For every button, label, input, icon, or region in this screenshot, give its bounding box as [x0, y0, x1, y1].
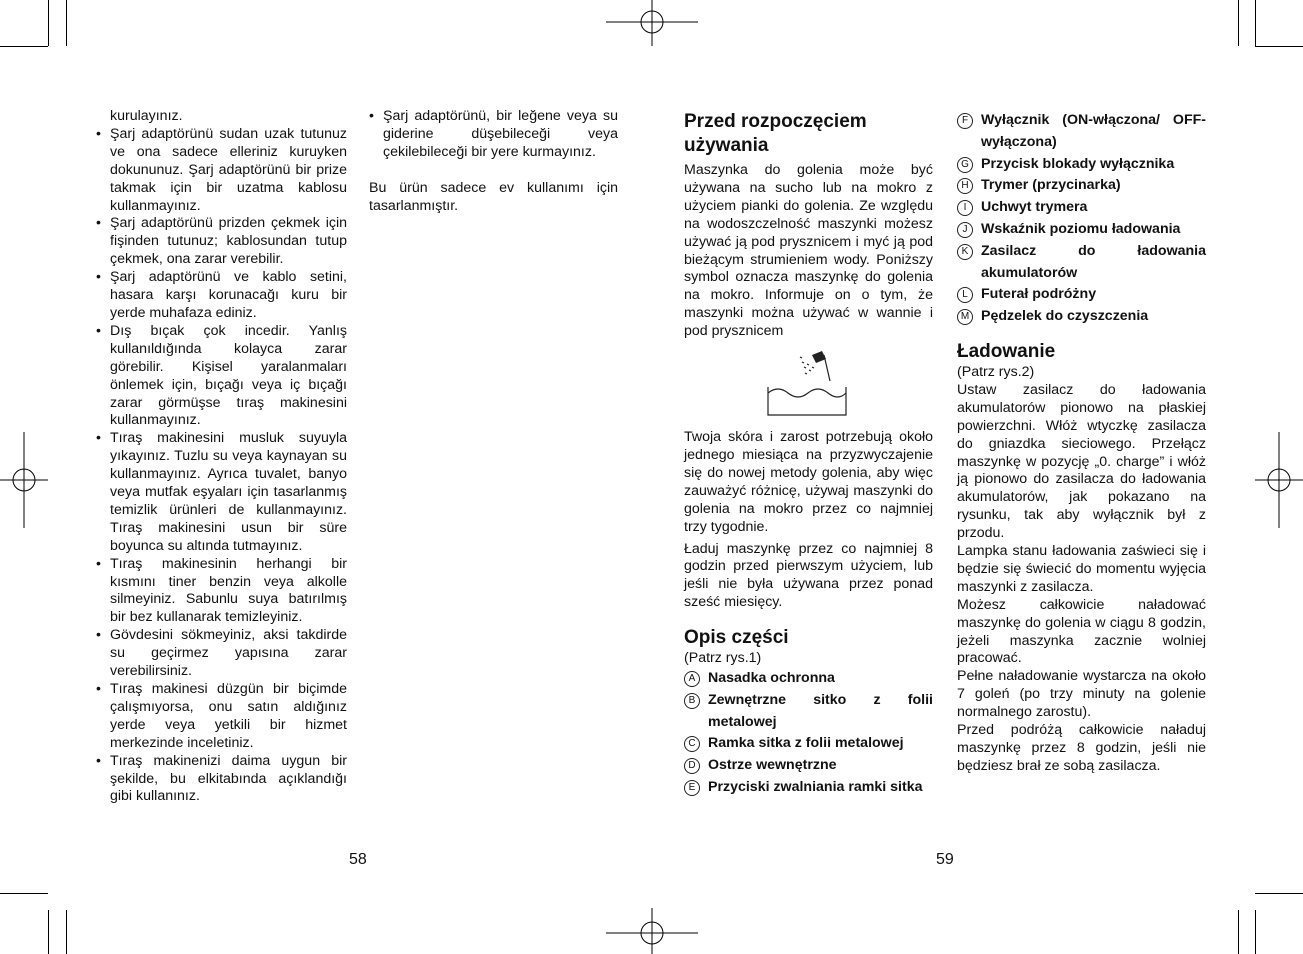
parts-list-item [957, 219, 1206, 241]
list-item: • Tıraş makinenizi daima uygun bir şekilde, bu elkitabında açıklandığı gibi kullanınız. [96, 753, 347, 807]
part-label: Przycisk blokady wyłącznika [981, 155, 1175, 172]
part-label: Uchwyt trymera [981, 199, 1088, 216]
section-heading: Opis części [684, 627, 789, 649]
parts-list-item [957, 175, 1206, 197]
crop-mark [1255, 0, 1256, 46]
circled-letter: C [684, 736, 700, 752]
column-4 [957, 110, 1206, 776]
part-label: Wskaźnik poziomu ładowania [981, 220, 1181, 237]
parts-list-item [957, 197, 1206, 219]
circled-letter: J [957, 222, 973, 238]
paragraph: Lampka stanu ładowania zaświeci się i będzie się świecić do momentu wyjęcia maszynki z zasilacza. [957, 543, 1206, 595]
part-label: Nasadka ochronna [708, 670, 835, 687]
circled-letter: F [957, 113, 973, 129]
list-item: • Tıraş makinesini musluk suyuyla yıkayınız. Tuzlu su veya kaynayan su kullanmayınız. Ayrıca tuvalet, banyo veya mutfak eşyaları için tasarlanmış temizlik ürünleri de kullanmayınız. Tıraş makinesini usun bir süre boyunca su altında tutmayınız. [96, 430, 347, 555]
circled-letter: E [684, 780, 700, 796]
registration-mark-right [1255, 432, 1303, 528]
figure-reference: (Patrz rys.2) [957, 363, 1035, 380]
paragraph: Przed podróżą całkowicie naładuj maszynkę przez 8 godzin, jeśli nie będziesz brał ze sobą zasilacza. [957, 722, 1206, 774]
circled-letter: B [684, 693, 700, 709]
shower-icon [764, 351, 850, 419]
section-heading: Ładowanie [957, 340, 1056, 362]
parts-list [684, 668, 933, 799]
part-label: Futerał podróżny [981, 286, 1097, 303]
circled-letter: G [957, 157, 973, 173]
household-note: Bu ürün sadece ev kullanımı için tasarlanmıştır. [369, 179, 618, 214]
part-label: Przyciski zwalniania ramki sitka [708, 779, 923, 796]
parts-list-item [684, 668, 933, 690]
section-heading: Przed rozpoczęciem używania [684, 111, 867, 156]
parts-list-item [957, 154, 1206, 176]
circled-letter: M [957, 309, 973, 325]
parts-list [957, 110, 1206, 328]
parts-list-item [684, 690, 933, 734]
part-label: Zewnętrzne sitko z folii metalowej [708, 691, 933, 730]
list-item: • Şarj adaptörünü prizden çekmek için fişinden tutunuz; kablosundan tutup çekmek, ona zarar verebilir. [96, 215, 347, 269]
crop-mark [1255, 910, 1256, 954]
part-label: Wyłącznik (ON-włączona/ OFF-wyłączona) [981, 112, 1206, 150]
warning-list [96, 126, 347, 806]
list-item: • Gövdesini sökmeyiniz, aksi takdirde su geçirmez yapısına zarar verebilirsiniz. [96, 627, 347, 681]
continuation-text: kurulayınız. [110, 108, 183, 124]
registration-mark-bottom [606, 908, 698, 954]
part-label: Trymer (przycinarka) [981, 177, 1121, 194]
circled-letter: A [684, 671, 700, 687]
crop-mark [0, 46, 48, 47]
list-item: • Şarj adaptörünü sudan uzak tutunuz ve ona sadece elleriniz kuruyken dokununuz. Şarj adaptörünü bir prize takmak için bir uzatma kablosu kullanmayınız. [96, 126, 347, 216]
list-item: • Dış bıçak çok incedir. Yanlış kullanıldığında kolayca zarar görebilir. Kişisel yaralanmaları önlemek için, bıçağı veya iç bıçağı zarar görmüşse tıraş makinesini kullanmayınız. [96, 323, 347, 430]
circled-letter: D [684, 758, 700, 774]
column-2 [369, 108, 618, 216]
crop-mark [48, 910, 49, 954]
paragraph: Maszynka do golenia może być używana na sucho lub na mokro z użyciem pianki do golenia. Ze względu na wodoszczelność maszynki możesz używać ją pod prysznicem i myć ją pod bieżącym strumieniem wody. Poniższy symbol oznacza maszynkę do golenia na mokro. Informuje on o tym, że maszynki można używać w wannie i pod prysznicem [684, 162, 933, 340]
crop-mark [1255, 893, 1303, 894]
crop-mark [1238, 0, 1239, 46]
parts-list-item [684, 733, 933, 755]
parts-list-item [957, 241, 1206, 285]
figure-reference: (Patrz rys.1) [684, 650, 762, 667]
parts-list-item [684, 755, 933, 777]
symbol-area [684, 351, 933, 421]
part-label: Zasilacz do ładowania akumulatorów [981, 242, 1206, 281]
page-number-left: 58 [349, 851, 367, 868]
circled-letter: H [957, 178, 973, 194]
registration-mark-top [606, 0, 698, 46]
column-3 [684, 110, 933, 799]
parts-list-item [684, 777, 933, 799]
list-item: • Tıraş makinesi düzgün bir biçimde çalışmıyorsa, onu satın aldığınız yerde veya yetkili bir hizmet merkezinde inceletiniz. [96, 681, 347, 753]
part-label: Pędzelek do czyszczenia [981, 308, 1149, 325]
crop-mark [48, 0, 49, 46]
page-number-right: 59 [936, 851, 954, 868]
paragraph: Pełne naładowanie wystarcza na około 7 goleń (po trzy minuty na golenie normalnego zarostu). [957, 668, 1206, 721]
crop-mark [1255, 46, 1303, 47]
circled-letter: L [957, 287, 973, 303]
list-item: • Şarj adaptörünü, bir leğene veya su giderine düşebileceği veya çekilebileceği bir yere kurmayınız. [369, 108, 618, 162]
crop-mark [66, 910, 67, 954]
paragraph: Ładuj maszynkę przez co najmniej 8 godzin przed pierwszym użyciem, lub jeśli nie była używana przez ponad sześć miesięcy. [684, 540, 933, 611]
list-item: • Şarj adaptörünü ve kablo setini, hasara karşı korunacağı kuru bir yerde muhafaza ediniz. [96, 269, 347, 323]
crop-mark [66, 0, 67, 46]
column-1 [96, 108, 347, 806]
parts-list-item [957, 110, 1206, 154]
paragraph: Możesz całkowicie naładować maszynkę do golenia w ciągu 8 godzin, jeżeli maszynka zacznie wolniej pracować. [957, 596, 1206, 667]
part-label: Ostrze wewnętrzne [708, 757, 837, 774]
circled-letter: K [957, 244, 973, 260]
circled-letter: I [957, 200, 973, 216]
paragraph: Ustaw zasilacz do ładowania akumulatorów pionowo na płaskiej powierzchni. Włóż wtyczkę zasilacza do gniazdka sieciowego. Przełącz maszynkę w pozycję „0. charge” i włóż ją pionowo do zasilacza do ładowania akumulatorów, jak pokazano na rysunku, tak aby wyłącznik był z przodu. [957, 381, 1206, 542]
paragraph: Twoja skóra i zarost potrzebują około jednego miesiąca na przyzwyczajenie się do nowej metody golenia, aby więc zauważyć różnicę, używaj maszynki do golenia na mokro przez co najmniej trzy tygodnie. [684, 429, 933, 535]
registration-mark-left [0, 432, 48, 528]
crop-mark [0, 893, 48, 894]
crop-mark [1238, 910, 1239, 954]
list-item: • Tıraş makinesinin herhangi bir kısmını tiner benzin veya alkolle silmeyiniz. Sabunlu suya batırılmış bir bez kullanarak temizleyiniz. [96, 556, 347, 628]
parts-list-item [957, 284, 1206, 306]
warning-list [369, 108, 618, 162]
part-label: Ramka sitka z folii metalowej [708, 735, 904, 752]
parts-list-item [957, 306, 1206, 328]
